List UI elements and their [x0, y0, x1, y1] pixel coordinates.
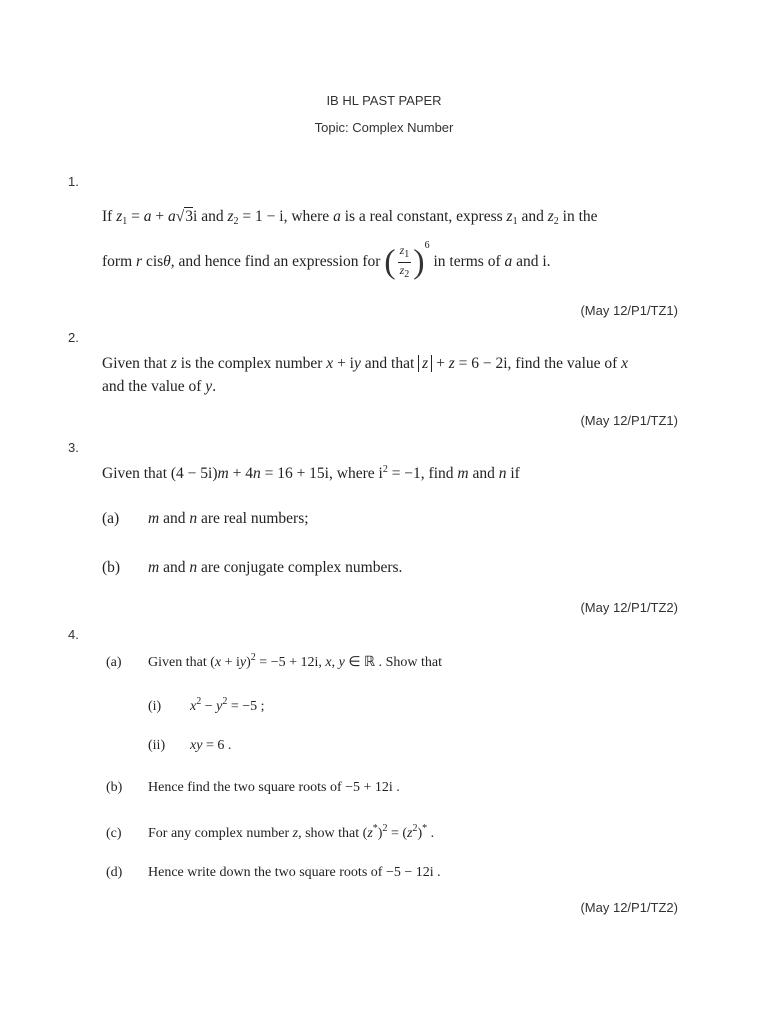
question-1-line-2: form r cisθ, and hence find an expression for ( $\frac{z_1}{z_2}$ )$^6$ in terms of a and i.	[102, 240, 551, 281]
question-4-part-c: (c) For any complex number z, show that $(z^*)^2 = (z^2)^*$ .	[106, 823, 435, 841]
question-4-number: 4.	[68, 627, 79, 642]
question-4-part-a-ii: (ii) xy = 6 .	[148, 738, 232, 753]
question-3-number: 3.	[68, 440, 79, 455]
question-4-part-d: (d) Hence write down the two square roots of −5 − 12i .	[106, 865, 441, 880]
question-4-part-a: (a) Given that (x + iy)$^2$ = −5 + 12i, x, y ∈ ℝ . Show that	[106, 652, 442, 670]
question-2-number: 2.	[68, 330, 79, 345]
question-4-reference: (May 12/P1/TZ2)	[580, 900, 678, 915]
question-2-line-1: Given that z is the complex number x + iy and that z + z = 6 − 2i, find the value of x	[102, 355, 629, 372]
question-2-line-2: and the value of y.	[102, 378, 217, 395]
question-4-part-b: (b) Hence find the two square roots of −5 + 12i .	[106, 780, 400, 795]
z1-over-z2-fraction: $\frac{z_1}{z_2}$	[399, 242, 410, 280]
question-3-line-1: Given that (4 − 5i)m + 4n = 16 + 15i, where $i^2 = -1$, find m and n if	[102, 464, 520, 482]
question-2-reference: (May 12/P1/TZ1)	[580, 413, 678, 428]
question-3-reference: (May 12/P1/TZ2)	[580, 600, 678, 615]
question-4-part-a-i: (i) $x^2 - y^2 = -5$ ;	[148, 696, 265, 714]
question-1-line-1: If $z_1 = a + a√3i$ and $z_2 = 1 - i$, where a is a real constant, express $z_1$ and $z_2$ in the	[102, 208, 598, 227]
question-3-part-b: (b) m and n are conjugate complex numbers.	[102, 559, 403, 576]
question-1-number: 1.	[68, 174, 79, 189]
paper-title: IB HL PAST PAPER	[326, 93, 442, 108]
question-3-part-a: (a) m and n are real numbers;	[102, 510, 309, 527]
question-1-reference: (May 12/P1/TZ1)	[580, 303, 678, 318]
topic-line: Topic: Complex Number	[314, 120, 454, 135]
